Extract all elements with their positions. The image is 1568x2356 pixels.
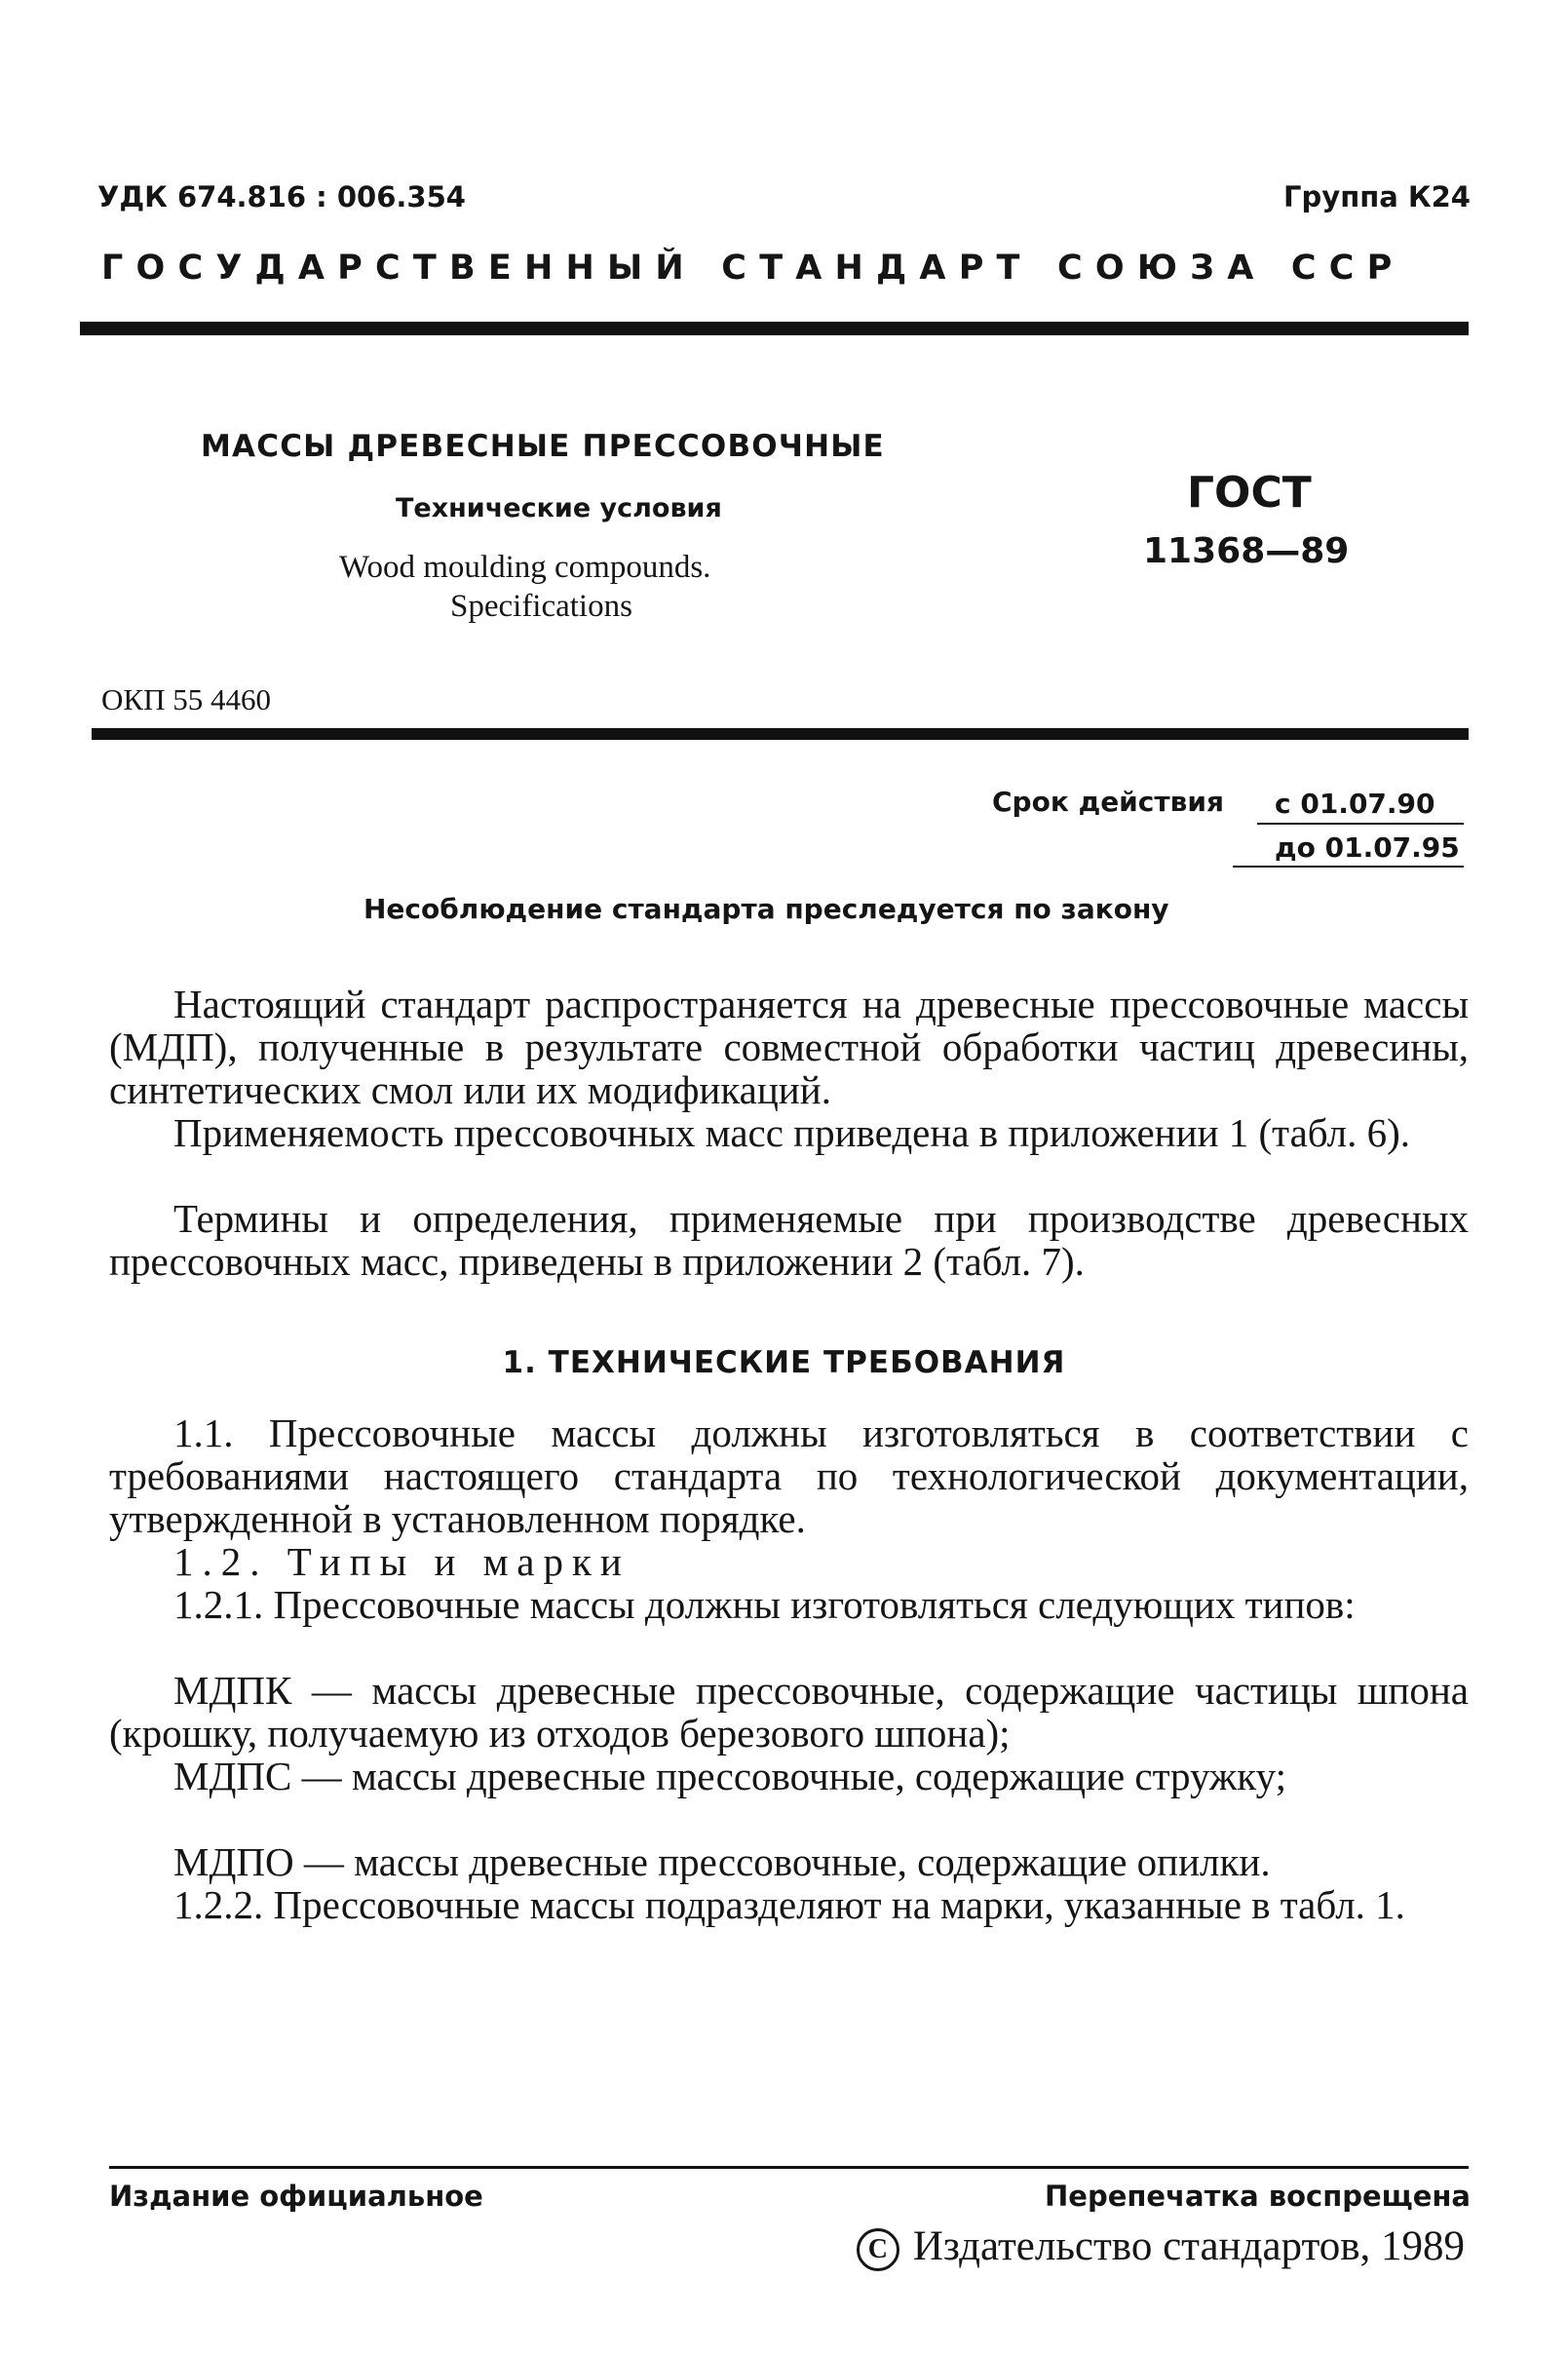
header-rule <box>80 322 1469 335</box>
validity-label: Срок действия <box>992 786 1224 818</box>
copyright-icon: С <box>857 2228 899 2271</box>
udk-code: УДК 674.816 : 006.354 <box>97 180 466 213</box>
gost-label: ГОСТ <box>1187 468 1312 518</box>
type-mdpo: МДПО — массы древесные прессовочные, содержащие опилки. <box>173 1839 1271 1884</box>
copyright-line <box>857 2222 1465 2271</box>
violation-notice: Несоблюдение стандарта преследуется по закону <box>363 893 1169 925</box>
document-title: МАССЫ ДРЕВЕСНЫЕ ПРЕССОВОЧНЫЕ <box>201 429 885 464</box>
valid-from: с 01.07.90 <box>1275 788 1435 820</box>
intro-paragraph-3: Термины и определения, применяемые при производстве древесных прессовочных масс, приведены в приложении 2 (табл. 7). <box>109 1196 1469 1284</box>
clause-1-2: 1.2. Типы и марки <box>173 1539 631 1584</box>
clause-1-2-2: 1.2.2. Прессовочные массы подразделяют на марки, указанные в табл. 1. <box>173 1882 1405 1927</box>
validity-underline-2 <box>1233 866 1464 868</box>
clause-1-2-1: 1.2.1. Прессовочные массы должны изготовляться следующих типов: <box>173 1582 1356 1627</box>
group-code: Группа К24 <box>1283 180 1471 213</box>
title-rule <box>92 728 1469 740</box>
english-title-line-1: Wood moulding compounds. <box>339 550 711 585</box>
intro-paragraph-1: Настоящий стандарт распространяется на древесные прессовочные массы (МДП), полученные в результате совместной обработки частиц древесины, синтетических смол или их модификаций. <box>109 982 1469 1112</box>
copyright-text: Издательство стандартов, 1989 <box>912 2223 1465 2269</box>
clause-1-1: 1.1. Прессовочные массы должны изготовляться в соответствии с требованиями настоящего стандарта по технологической документации, утвержденной в установленном порядке. <box>109 1410 1469 1541</box>
type-mdps: МДПС — массы древесные прессовочные, содержащие стружку; <box>173 1754 1286 1798</box>
gos-standard-heading: ГОСУДАРСТВЕННЫЙ СТАНДАРТ СОЮЗА ССР <box>101 249 1405 288</box>
okp-code: ОКП 55 4460 <box>101 682 271 716</box>
reprint-notice: Перепечатка воспрещена <box>1045 2180 1471 2213</box>
document-subtitle: Технические условия <box>396 493 722 523</box>
intro-paragraph-2: Применяемость прессовочных масс приведена в приложении 1 (табл. 6). <box>173 1110 1410 1155</box>
english-title-line-2: Specifications <box>450 589 632 624</box>
section-heading: 1. ТЕХНИЧЕСКИЕ ТРЕБОВАНИЯ <box>502 1345 1066 1380</box>
valid-to: до 01.07.95 <box>1275 831 1460 864</box>
gost-number: 11368—89 <box>1143 531 1350 571</box>
footer-rule <box>109 2166 1469 2169</box>
edition-label: Издание официальное <box>109 2180 483 2213</box>
validity-underline-1 <box>1257 823 1464 825</box>
type-mdpk: МДПК — массы древесные прессовочные, содержащие частицы шпона (крошку, получаемую из отходов березового шпона); <box>109 1668 1469 1756</box>
